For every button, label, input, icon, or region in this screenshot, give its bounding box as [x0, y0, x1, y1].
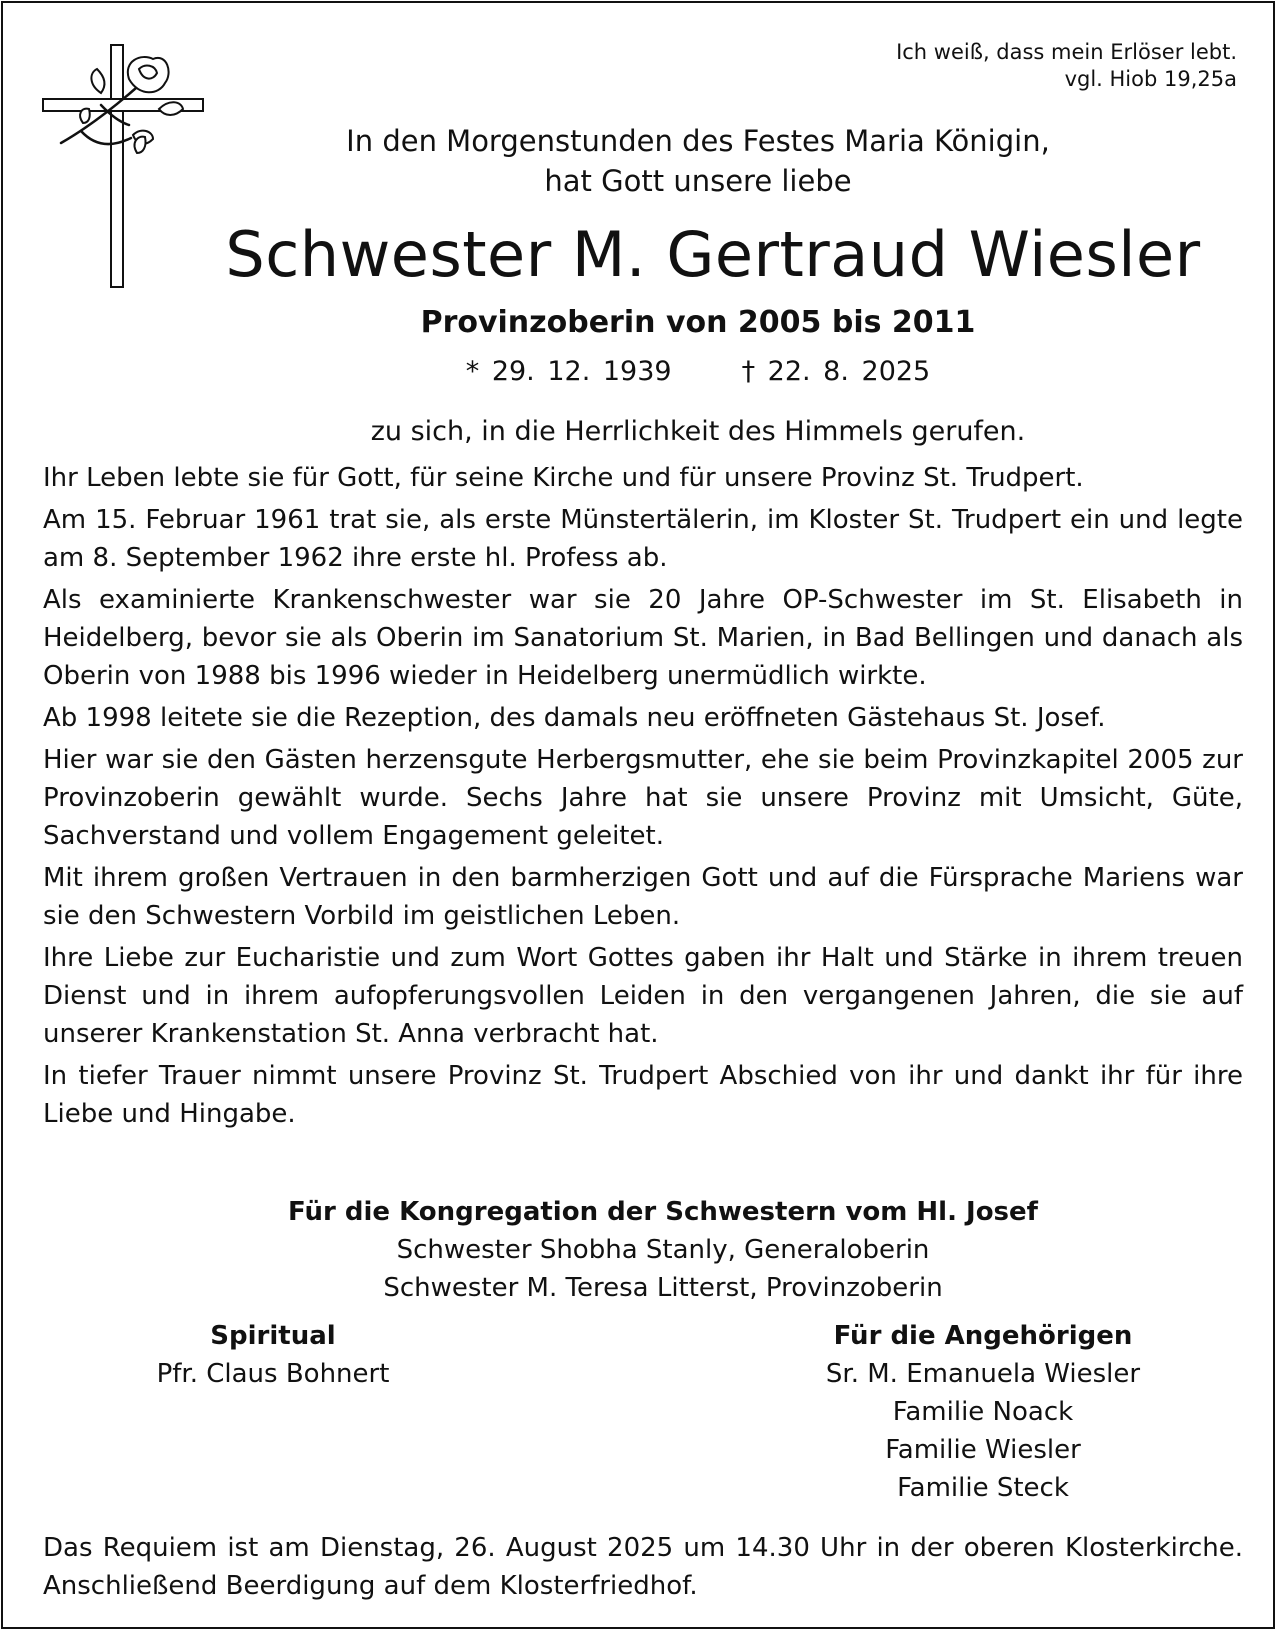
motto-quote: Ich weiß, dass mein Erlöser lebt. [896, 40, 1237, 64]
relatives-block [763, 1317, 1203, 1507]
relative-name: Sr. M. Emanuela Wiesler [825, 1359, 1141, 1389]
biography-paragraph: Als examinierte Krankenschwester war sie 20 Jahre OP-Schwester im St. Elisabeth in Heidelberg, bevor sie als Oberin im Sanatorium St. Marien, in Bad Bellingen und danach als Oberin von 1988 bis 1996 wieder in Heidelberg unermüdlich wirkte. [43, 585, 1243, 691]
biography [43, 459, 1243, 1137]
biography-paragraph: Am 15. Februar 1961 trat sie, als erste Münstertälerin, im Kloster St. Trudpert ein und legte am 8. September 1962 ihre erste hl. Profess ab. [43, 505, 1243, 573]
biography-paragraph: Mit ihrem großen Vertrauen in den barmherzigen Gott und auf die Fürsprache Mariens war sie den Schwestern Vorbild im geistlichen Leben. [43, 863, 1243, 931]
signatory-provincial-superior: Schwester M. Teresa Litterst, Provinzoberin [383, 1273, 943, 1303]
birth-date: * 29. 12. 1939 [465, 356, 672, 387]
relative-name: Familie Noack [892, 1397, 1074, 1427]
called-to-heaven-text: zu sich, in die Herrlichkeit des Himmels gerufen. [370, 416, 1026, 447]
biography-paragraph: Ihre Liebe zur Eucharistie und zum Wort Gottes gaben ihr Halt und Stärke in ihrem treuen Dienst und in ihrem aufopferungsvollen Leiden in den vergangenen Jahren, die sie auf unserer Krankenstation St. Anna verbracht hat. [43, 943, 1243, 1049]
signatory-general-superior: Schwester Shobha Stanly, Generaloberin [396, 1235, 930, 1265]
biography-paragraph: Hier war sie den Gästen herzensgute Herbergsmutter, ehe sie beim Provinzkapitel 2005 zur Provinzoberin gewählt wurde. Sechs Jahre hat sie unsere Provinz mit Umsicht, Güte, Sachverstand und vollem Engagement geleitet. [43, 745, 1243, 851]
deceased-name: Schwester M. Gertraud Wiesler [225, 218, 1201, 291]
death-date: † 22. 8. 2025 [741, 356, 931, 387]
congregation-signatures [193, 1193, 1133, 1307]
intro-line-1: In den Morgenstunden des Festes Maria Königin, [346, 124, 1050, 158]
congregation-heading: Für die Kongregation der Schwestern vom Hl. Josef [288, 1197, 1038, 1227]
biography-paragraph: In tiefer Trauer nimmt unsere Provinz St. Trudpert Abschied von ihr und dankt ihr für ihre Liebe und Hingabe. [43, 1061, 1243, 1129]
spiritual-heading: Spiritual [210, 1321, 336, 1351]
obituary-frame [1, 1, 1275, 1629]
relative-name: Familie Steck [897, 1473, 1069, 1503]
deceased-role: Provinzoberin von 2005 bis 2011 [420, 305, 976, 340]
life-dates [233, 353, 1163, 391]
relatives-heading: Für die Angehörigen [833, 1321, 1133, 1351]
spiritual-name: Pfr. Claus Bohnert [156, 1359, 390, 1389]
bible-motto [896, 39, 1237, 93]
requiem-notice: Das Requiem ist am Dienstag, 26. August 2025 um 14.30 Uhr in der oberen Klosterkirche. Anschließend Beerdigung auf dem Klosterfriedhof. [43, 1533, 1243, 1601]
cross-with-rose-icon [41, 43, 206, 289]
intro-line-2: hat Gott unsere liebe [544, 164, 852, 198]
motto-reference: vgl. Hiob 19,25a [1064, 67, 1237, 91]
intro-text [233, 121, 1163, 201]
relative-name: Familie Wiesler [885, 1435, 1081, 1465]
spiritual-block [103, 1317, 443, 1393]
biography-paragraph: Ab 1998 leitete sie die Rezeption, des damals neu eröffneten Gästehaus St. Josef. [43, 703, 1106, 733]
biography-paragraph: Ihr Leben lebte sie für Gott, für seine Kirche und für unsere Provinz St. Trudpert. [43, 463, 1084, 493]
